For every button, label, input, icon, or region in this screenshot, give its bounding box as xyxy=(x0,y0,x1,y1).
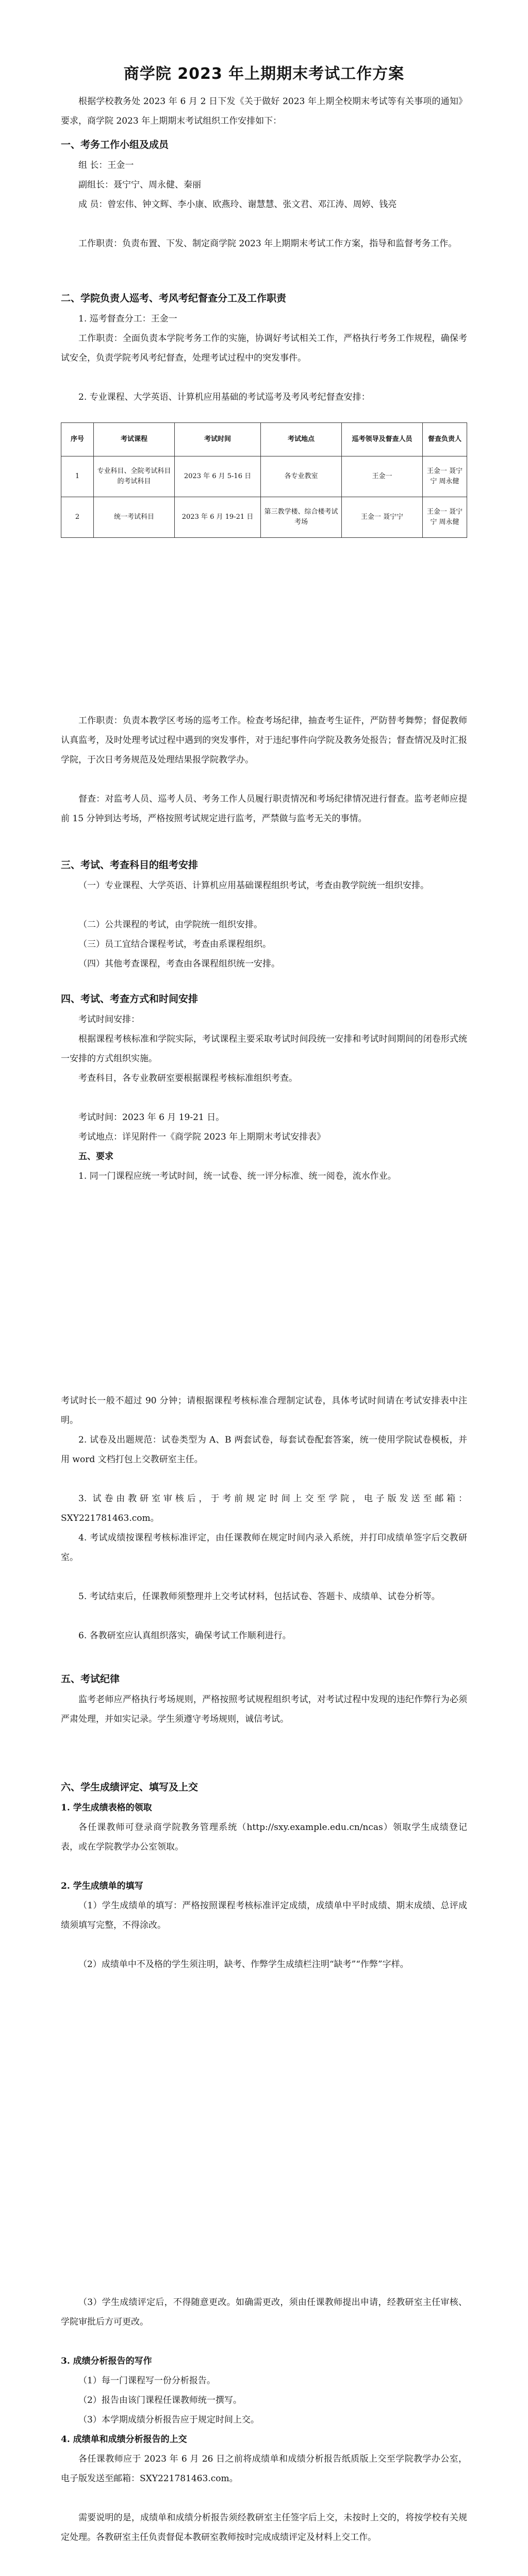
s4-requirement-1: 1. 同一门课程应统一考试时间，统一试卷、统一评分标准、统一阅卷，流水作业。 xyxy=(78,1171,397,1181)
table-cell: 王金一 聂宁宁 周永健 xyxy=(423,456,467,497)
s4-arrangement: 根据课程考核标准和学院实际，考试课程主要采取考试时间段统一安排和考试时间期间的闭卷形式统一安排的方式组织实施。 xyxy=(61,1034,467,1064)
s2-duty: 工作职责：全面负责本学院考务工作的实施，协调好考试相关工作，严格执行考务工作规程，确保考试安全，负责学院考风考纪督查，处理考试过程中的突发事件。 xyxy=(61,333,467,363)
s1-members: 成 员：曾宏伟、钟文辉、李小康、欧燕玲、谢慧慧、张文君、邓江涛、周婷、钱亮 xyxy=(78,199,397,210)
section-4-heading: 四、考试、考查方式和时间安排 xyxy=(61,993,199,1005)
s5-paper-review: 3. 试卷由教研室审核后，于考前规定时间上交至学院，电子版发送至邮箱：SXY221781463.com。 xyxy=(61,1494,467,1523)
s8-subheading-3: 3. 成绩分析报告的写作 xyxy=(61,2356,152,2366)
s2-inspector-duty: 工作职责：负责本教学区考场的巡考工作。检查考场纪律，抽查考生证件，严防替考舞弊；督促教师认真监考，及时处理考试过程中遇到的突发事件，对于违纪事件向学院及教务处报告；督查情况及时汇报学院，于次日考务规范及处理结果报学院教学办。 xyxy=(61,716,467,765)
inspection-table xyxy=(61,422,467,538)
s4-requirements-heading: 五、要求 xyxy=(78,1151,113,1162)
s8-submit: 各任课教师应于 2023 年 6 月 26 日之前将成绩单和成绩分析报告纸质版上交至学院教学办公室，电子版发送至邮箱：SXY221781463.com。 xyxy=(61,2454,467,2484)
s8-no-change: （3）学生成绩评定后，不得随意更改。如确需更改，须由任课教师提出申请，经教研室主任审核、学院审批后方可更改。 xyxy=(61,2297,467,2327)
s4-exam-place: 考试地点：详见附件一《商学院 2023 年上期期末考试安排表》 xyxy=(78,1132,326,1142)
table-cell: 各专业教室 xyxy=(261,456,342,497)
table-header-row xyxy=(61,423,467,456)
s8-note: 需要说明的是，成绩单和成绩分析报告须经教研室主任签字后上交，未按时上交的，将按学校有关规定处理。各教研室主任负责督促本教研室教师按时完成成绩评定及材料上交工作。 xyxy=(61,2513,467,2543)
table-header: 督查负责人 xyxy=(423,423,467,456)
s8-report-3: （3）本学期成绩分析报告应于规定时间上交。 xyxy=(78,2415,259,2425)
table-cell: 2 xyxy=(61,497,94,538)
table-header: 考试地点 xyxy=(261,423,342,456)
s1-leader: 组 长：王金一 xyxy=(78,160,134,171)
s8-report-2: （2）报告由该门课程任课教师统一撰写。 xyxy=(78,2395,242,2405)
table-header: 序号 xyxy=(61,423,94,456)
s5-grading: 4. 考试成绩按课程考核标准评定，由任课教师在规定时间内录入系统，并打印成绩单签字后交教研室。 xyxy=(61,1533,467,1563)
table-header: 考试课程 xyxy=(94,423,175,456)
s4-time-label: 考试时间安排： xyxy=(78,1014,140,1025)
s4-exam-time: 考试时间：2023 年 6 月 19-21 日。 xyxy=(78,1112,225,1123)
s7-fill-rule-2: （2）成绩单中不及格的学生须注明，缺考、作弊学生成绩栏注明“缺考”“作弊”字样。 xyxy=(78,1959,409,1970)
s5-materials: 5. 考试结束后，任课教师须整理并上交考试材料，包括试卷、答题卡、成绩单、试卷分析等。 xyxy=(78,1591,440,1602)
document-title: 商学院 2023 年上期期末考试工作方案 xyxy=(123,65,405,83)
intro-paragraph: 根据学校教务处 2023 年 6 月 2 日下发《关于做好 2023 年上期全校期末考试等有关事项的通知》要求，商学院 2023 年上期期末考试组织工作安排如下： xyxy=(61,96,467,126)
table-cell: 王金一 xyxy=(342,456,423,497)
s3-item-2: （二）公共课程的考试，由学院统一组织安排。 xyxy=(78,920,262,930)
table-header: 考试时间 xyxy=(175,423,261,456)
table-cell: 2023 年 6 月 5-16 日 xyxy=(175,456,261,497)
s7-subheading-2: 2. 学生成绩单的填写 xyxy=(61,1881,143,1891)
s7-subheading-1: 1. 学生成绩表格的领取 xyxy=(61,1803,152,1813)
s6-discipline: 监考老师应严格执行考场规则，严格按照考试规程组织考试，对考试过程中发现的违纪作弊行为必须严肃处理，并如实记录。学生须遵守考场规则，诚信考试。 xyxy=(61,1694,467,1724)
s1-deputy: 副组长：聂宁宁、周永健、秦丽 xyxy=(78,180,201,190)
s3-item-4: （四）其他考查课程，考查由各课程组织统一安排。 xyxy=(78,959,280,969)
table-cell: 2023 年 6 月 19-21 日 xyxy=(175,497,261,538)
s7-fill-rule-1: （1）学生成绩单的填写：严格按照课程考核标准评定成绩，成绩单中平时成绩、期末成绩、总评成绩须填写完整，不得涂改。 xyxy=(61,1901,467,1930)
section-2-heading: 二、学院负责人巡考、考风考纪督查分工及工作职责 xyxy=(61,293,287,304)
s4-check-subjects: 考查科目，各专业教研室要根据课程考核标准组织考查。 xyxy=(78,1073,298,1083)
s8-subheading-4: 4. 成绩单和成绩分析报告的上交 xyxy=(61,2434,187,2445)
section-1-heading: 一、考务工作小组及成员 xyxy=(61,139,169,150)
s3-item-1: （一）专业课程、大学英语、计算机应用基础课程组织考试，考查由教学院统一组织安排。 xyxy=(78,880,429,891)
table-cell: 王金一 聂宁宁 xyxy=(342,497,423,538)
s2-supervision: 督查：对监考人员、巡考人员、考务工作人员履行职责情况和考场纪律情况进行督查。监考老师应提前 15 分钟到达考场，严格按照考试规定进行监考，严禁做与监考无关的事情。 xyxy=(61,794,467,824)
s5-organization: 6. 各教研室应认真组织落实，确保考试工作顺利进行。 xyxy=(78,1631,291,1641)
s5-paper-standards: 2. 试卷及出题规范：试卷类型为 A、B 两套试卷，每套试卷配套答案，统一使用学院试卷模板，并用 word 文档打包上交教研室主任。 xyxy=(61,1435,467,1465)
table-cell: 王金一 聂宁宁 周永健 xyxy=(423,497,467,538)
table-cell: 第三教学楼、综合楼考试考场 xyxy=(261,497,342,538)
s2-schedule-intro: 2. 专业课程、大学英语、计算机应用基础的考试巡考及考风考纪督查安排： xyxy=(78,392,370,402)
s7-collect-forms: 各任课教师可登录商学院教务管理系统（http://sxy.example.edu.cn/ncas）领取学生成绩登记表，或在学院教学办公室领取。 xyxy=(61,1822,467,1852)
table-row xyxy=(61,497,467,538)
table-row xyxy=(61,456,467,497)
section-6-heading: 六、学生成绩评定、填写及上交 xyxy=(61,1782,199,1793)
table-cell: 1 xyxy=(61,456,94,497)
s1-duty: 工作职责：负责布置、下发、制定商学院 2023 年上期期末考试工作方案，指导和监督考务工作。 xyxy=(78,239,457,249)
table-cell: 统一考试科目 xyxy=(94,497,175,538)
s5-exam-duration: 考试时长一般不超过 90 分钟；请根据课程考核标准合理制定试卷，具体考试时间请在考试安排表中注明。 xyxy=(61,1396,467,1426)
table-cell: 专业科目、全院考试科目的考试科目 xyxy=(94,456,175,497)
section-3-heading: 三、考试、考查科目的组考安排 xyxy=(61,859,199,871)
section-5-heading: 五、考试纪律 xyxy=(61,1673,120,1685)
s8-report-1: （1）每一门课程写一份分析报告。 xyxy=(78,2376,216,2386)
s3-item-3: （三）员工宜结合课程考试，考查由系课程组织。 xyxy=(78,939,271,950)
table-header: 巡考领导及督查人员 xyxy=(342,423,423,456)
s2-assignment: 1. 巡考督查分工：王金一 xyxy=(78,314,177,324)
